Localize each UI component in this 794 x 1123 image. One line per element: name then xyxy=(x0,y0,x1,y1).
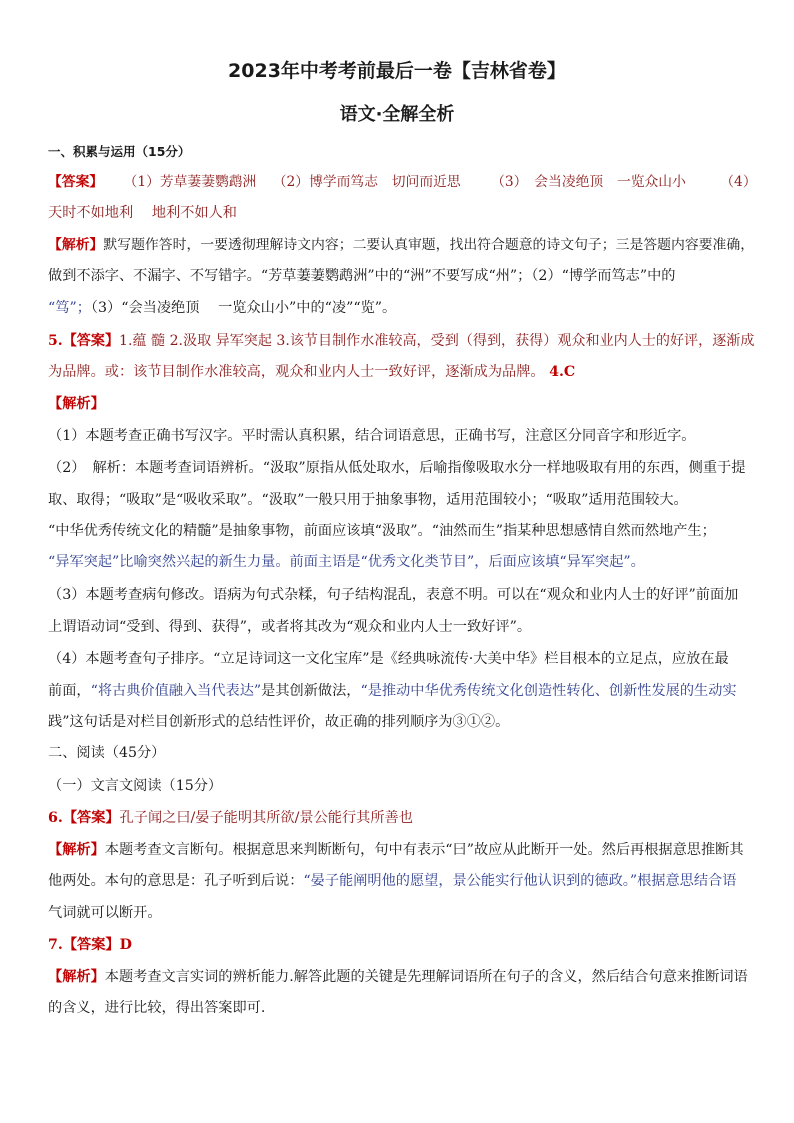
answer-4-content: 天时不如地利 地利不如人和 xyxy=(48,205,237,221)
answer-tag: 【答案】 xyxy=(62,333,120,349)
q5-analysis-2c: “中华优秀传统文化的精髓”是抽象事物，前面应该填“汲取”。“油然而生”指某种思想感情自然而然地产生； xyxy=(48,523,716,539)
answer-1: （1）芳草萋萋鹦鹉洲 xyxy=(123,174,257,190)
q5-analysis-3a: （3）本题考查病句修改。语病为句式杂糅，句子结构混乱，表意不明。可以在“观众和业内人士的好评”前面加 xyxy=(48,587,739,603)
q5-analysis-2d: “异军突起”比喻突然兴起的新生力量。前面主语是“优秀文化类节目”，后面应该填“异军突起”。 xyxy=(48,554,645,570)
answer-text: 为品牌。或：该节目制作水准较高，观众和业内人士一致好评，逐渐成为品牌。 xyxy=(48,364,545,380)
analysis-highlight: “是推动中华优秀传统文化创造性转化、创新性发展的生动实 xyxy=(360,683,737,699)
analysis-text: 他两处。本句的意思是：孔子听到后说： xyxy=(48,873,304,889)
q5-analysis-2b: 取、取得；“吸取”是“吸收采取”。“汲取”一般只用于抽象事物，适用范围较小；“吸取”适用范围较大。 xyxy=(48,492,688,508)
q5-analysis-1: （1）本题考查正确书写汉字。平时需认真积累，结合词语意思，正确书写，注意区分同音字和形近字。 xyxy=(48,428,696,444)
q6-analysis-line-3: 气词就可以断开。 xyxy=(48,905,162,921)
question-number: 6. xyxy=(48,810,63,826)
question-number: 7. xyxy=(48,937,63,953)
q1-analysis-line-2: 做到不添字、不漏字、不写错字。“芳草萋萋鹦鹉洲”中的“洲”不要写成“州”；（2）“博学而笃志”中的 xyxy=(48,268,676,284)
q5-analysis-2a: （2） 解析：本题考查词语辨析。“汲取”原指从低处取水，后喻指像吸取水分一样地吸取有用的东西，侧重于提 xyxy=(48,460,746,476)
q7-answer-line xyxy=(48,935,132,955)
answer-2: （2）博学而笃志 切问而近思 xyxy=(272,174,461,190)
analysis-text: 本题考查文言实词的辨析能力.解答此题的关键是先理解词语所在句子的含义，然后结合句意来推断词语 xyxy=(104,969,748,985)
answer-choice: D xyxy=(119,937,132,953)
answer-3: （3） 会当凌绝顶 一览众山小 xyxy=(491,174,686,190)
q6-analysis-line-1 xyxy=(48,840,744,860)
page-subtitle: 语文·全解全析 xyxy=(339,104,455,125)
analysis-tag: 【解析】 xyxy=(48,237,104,253)
subsection-heading: （一）文言文阅读（15分） xyxy=(48,778,223,794)
question-number: 5. xyxy=(48,333,63,349)
q5-analysis-4a: （4）本题考查句子排序。“立足诗词这一文化宝库”是《经典咏流传·大美中华》栏目根本的立足点，应放在最 xyxy=(48,651,729,667)
analysis-text: 默写题作答时，一要透彻理解诗文内容；二要认真审题，找出符合题意的诗文句子；三是答题内容要准确， xyxy=(103,237,755,253)
answer-choice: 4.C xyxy=(549,364,576,380)
q6-answer-line xyxy=(48,808,413,828)
analysis-text: 是其创新做法， xyxy=(261,683,361,699)
q5-answer-line-2 xyxy=(48,362,575,382)
q7-analysis-line-1 xyxy=(48,967,748,987)
analysis-text: 本题考查文言断句。根据意思来判断断句，句中有表示“曰”故应从此断开一处。然后再根据意思推断其 xyxy=(104,842,744,858)
analysis-highlight: “将古典价值融入当代表达” xyxy=(90,683,262,699)
answer-tag: 【答案】 xyxy=(62,810,120,826)
q5-analysis-3b: 上谓语动词“受到、得到、获得”，或者将其改为“观众和业内人士一致好评”。 xyxy=(48,619,532,635)
q5-answer-line-1 xyxy=(48,331,754,351)
q1-analysis-line-3 xyxy=(48,298,396,318)
section-heading-2: 二、阅读（45分） xyxy=(48,745,166,761)
answer-4: （4） xyxy=(720,174,757,190)
q5-analysis-tag: 【解析】 xyxy=(48,396,105,412)
section-heading-1: 一、积累与运用（15分） xyxy=(48,144,191,159)
analysis-highlight: “晏子能阐明他的愿望，景公能实行他认识到的德政。”根据意思结合语 xyxy=(303,873,737,889)
q7-analysis-line-2: 的含义，进行比较，得出答案即可. xyxy=(48,1000,266,1016)
q6-analysis-line-2 xyxy=(48,871,736,891)
q5-analysis-4c: 践”这句话是对栏目创新形式的总结性评价，故正确的排列顺序为③①②。 xyxy=(48,714,510,730)
analysis-text: （3）“会当凌绝顶 一览众山小”中的“凌”“览”。 xyxy=(90,300,397,316)
analysis-tag: 【解析】 xyxy=(48,842,105,858)
answer-tag: 【答案】 xyxy=(62,937,120,953)
answer-text: 1.蕴 髓 2.汲取 异军突起 3.该节目制作水准较高，受到（得到，获得）观众和业内人士的好评，逐渐成 xyxy=(119,333,755,349)
q1-analysis-line-1 xyxy=(48,235,754,255)
analysis-text: 前面， xyxy=(48,683,91,699)
page-title: 2023年中考考前最后一卷【吉林省卷】 xyxy=(228,60,566,82)
answer-tag: 【答案】 xyxy=(48,174,104,190)
analysis-highlight: “笃”； xyxy=(48,300,91,316)
q5-analysis-4b xyxy=(48,681,737,701)
analysis-tag: 【解析】 xyxy=(48,969,105,985)
q1-answer-line xyxy=(48,172,757,192)
answer-text: 孔子闻之曰/晏子能明其所欲/景公能行其所善也 xyxy=(119,810,413,826)
